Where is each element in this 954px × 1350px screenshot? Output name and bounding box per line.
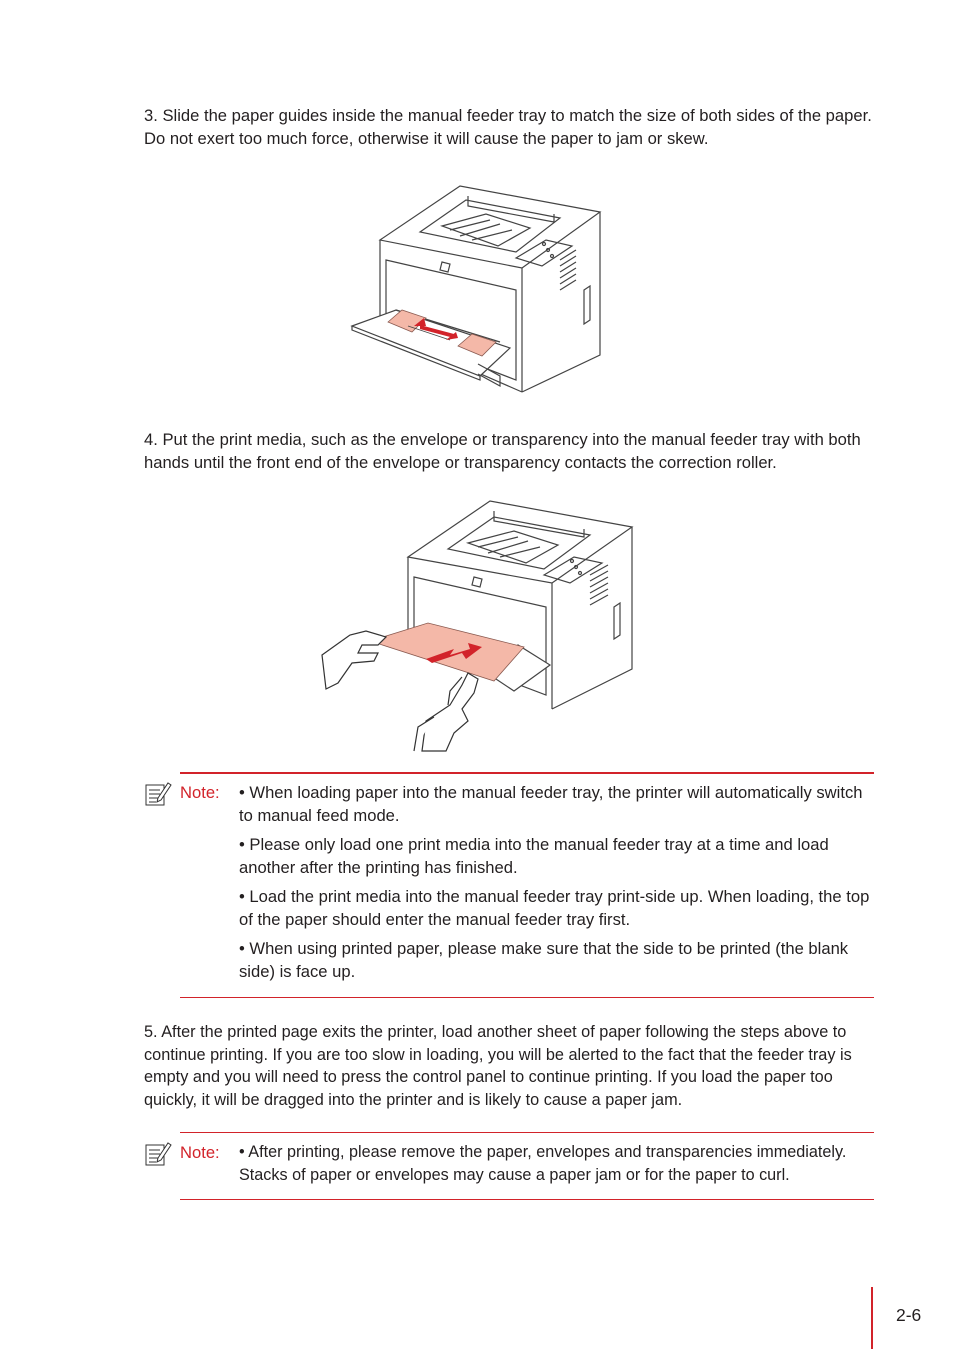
note-item: • Load the print media into the manual feeder tray print-side up. When loading, the top of the paper should enter the manual feeder tray first. [239, 887, 870, 929]
note-item: • Please only load one print media into the manual feeder tray at a time and load another after the printing has finished. [239, 835, 829, 877]
note-top-rule [180, 1132, 874, 1133]
note-pencil-icon [144, 1140, 172, 1168]
note-label: Note: [180, 1143, 220, 1162]
note-list [239, 1141, 874, 1193]
step-4-text: 4. Put the print media, such as the envelope or transparency into the manual feeder tray with both hands until the front end of the envelope or transparency contacts the correction roller. [144, 430, 861, 472]
note-pencil-icon [144, 780, 172, 808]
step-5-text: 5. After the printed page exits the printer, load another sheet of paper following the steps above to continue printing. If you are too slow in loading, you will be alerted to the fact that the feeder tray is empty and you will need to press the control panel to continue printing. If you load the paper too quickly, it will be dragged into the printer and is likely to cause a paper jam. [144, 1023, 852, 1110]
page-number-bar [871, 1287, 873, 1349]
note-box-2 [144, 1132, 874, 1200]
note-label: Note: [180, 783, 220, 802]
note-item: • When loading paper into the manual feeder tray, the printer will automatically switch to manual feed mode. [239, 783, 863, 825]
page-number: 2-6 [896, 1305, 922, 1325]
note-item: • After printing, please remove the paper, envelopes and transparencies immediately. Stacks of paper or envelopes may cause a paper jam or for the paper to curl. [239, 1143, 847, 1184]
step-3-text: 3. Slide the paper guides inside the manual feeder tray to match the size of both sides of the paper. Do not exert too much force, otherwise it will cause the paper to jam or skew. [144, 106, 872, 148]
note-bottom-rule [180, 997, 874, 998]
note-box-1 [144, 772, 874, 998]
note-top-rule [180, 772, 874, 774]
printer-paper-guides-illustration [350, 180, 610, 400]
note-list [239, 781, 874, 989]
printer-loading-media-illustration [318, 495, 638, 755]
note-item: • When using printed paper, please make sure that the side to be printed (the blank side) is face up. [239, 939, 849, 981]
note-bottom-rule [180, 1199, 874, 1200]
